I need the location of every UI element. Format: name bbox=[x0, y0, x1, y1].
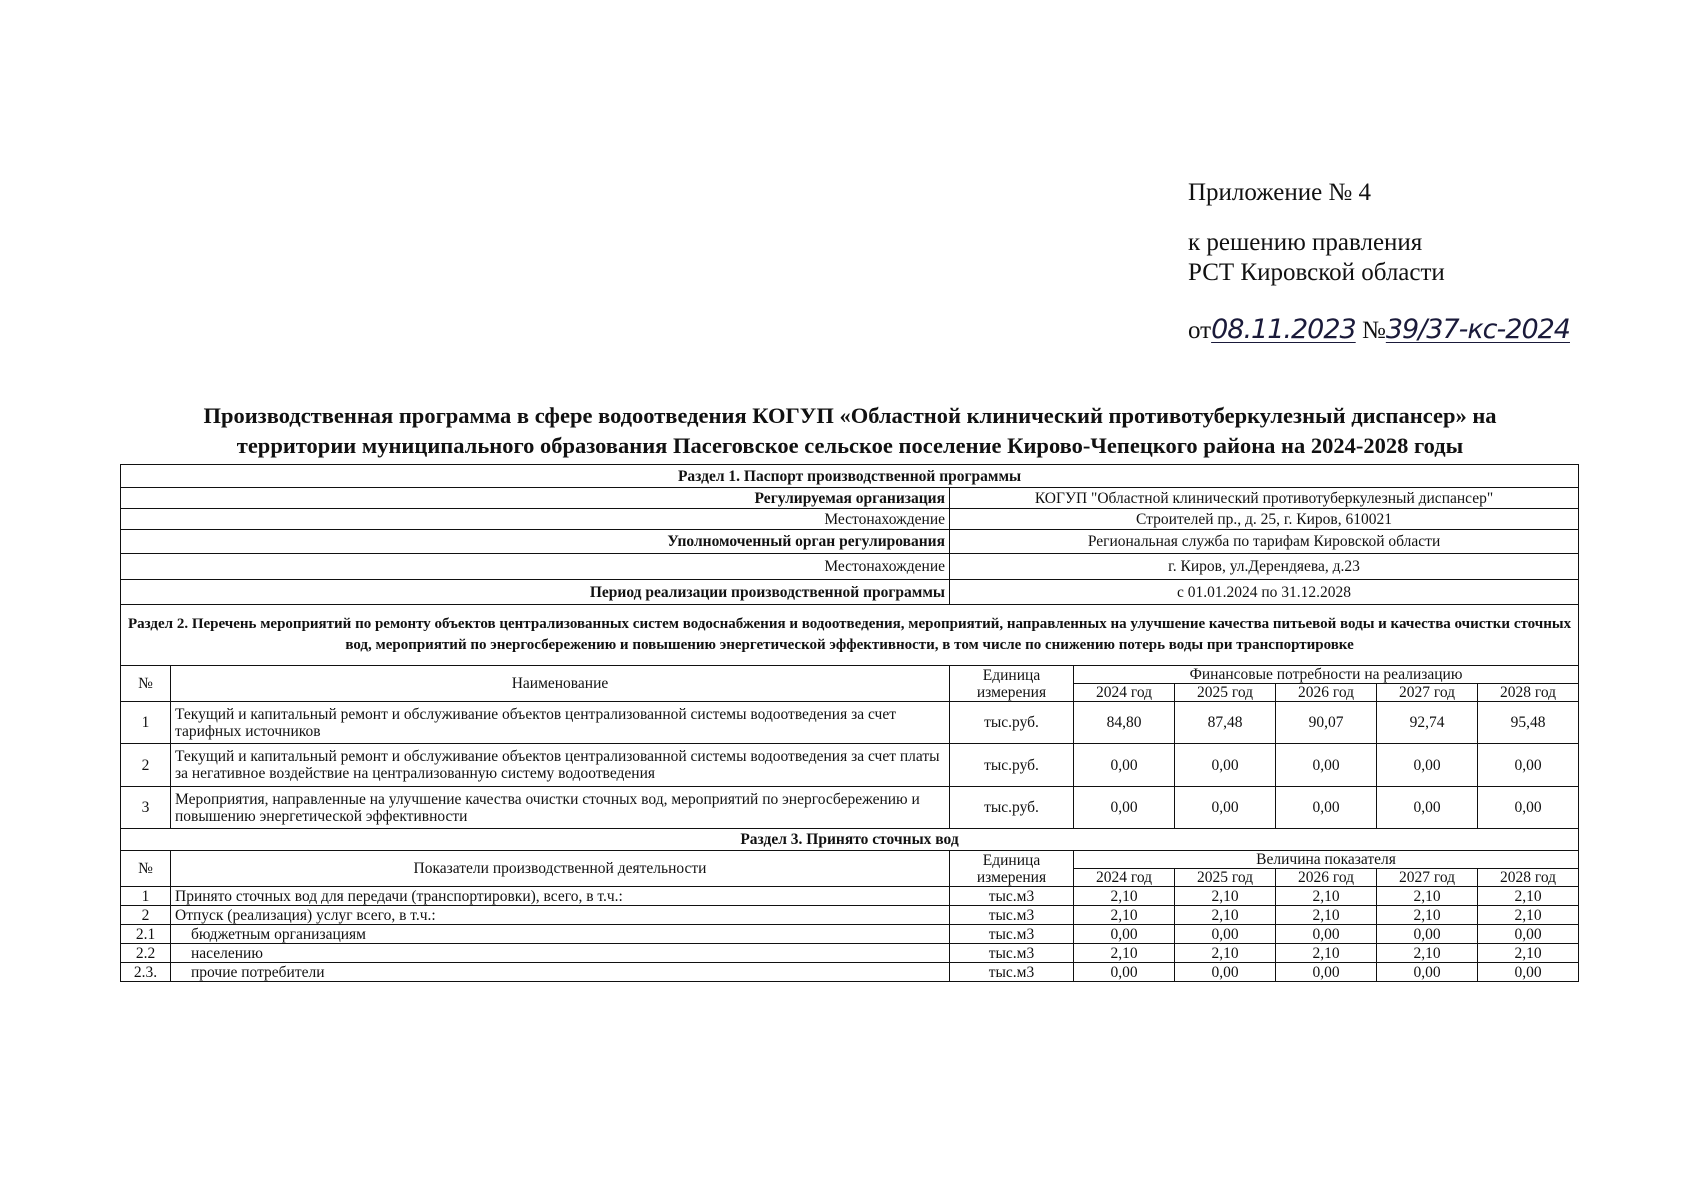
row-value: 0,00 bbox=[1074, 963, 1175, 982]
passport-row bbox=[121, 509, 1579, 530]
row-name: Отпуск (реализация) услуг всего, в т.ч.: bbox=[171, 906, 950, 925]
row-value: 0,00 bbox=[1377, 744, 1478, 787]
row-name: бюджетным организациям bbox=[171, 925, 950, 944]
row-value: 0,00 bbox=[1175, 925, 1276, 944]
section2-col-unit: Единица измерения bbox=[950, 666, 1074, 702]
year-header: 2028 год bbox=[1478, 869, 1579, 887]
appendix-title: Приложение № 4 bbox=[1188, 179, 1372, 206]
table-row bbox=[121, 925, 1579, 944]
row-name: населению bbox=[171, 944, 950, 963]
passport-label: Местонахождение bbox=[121, 554, 950, 580]
row-value: 0,00 bbox=[1276, 963, 1377, 982]
passport-value: Региональная служба по тарифам Кировской области bbox=[950, 530, 1579, 554]
section3-column-header-row bbox=[121, 851, 1579, 869]
row-num: 3 bbox=[121, 787, 171, 829]
row-num: 1 bbox=[121, 887, 171, 906]
passport-value: с 01.01.2024 по 31.12.2028 bbox=[950, 580, 1579, 605]
passport-value: КОГУП "Областной клинический противотуберкулезный диспансер" bbox=[950, 488, 1579, 509]
section2-header: Раздел 2. Перечень мероприятий по ремонту объектов централизованных систем водоснабжения и водоотведения, мероприятий, направленных на улучшение качества питьевой воды и качества очистки сточных вод, мероприятий по энергосбережению и повышению энергетической эффективности, в том числе по снижению потерь воды при транспортировке bbox=[121, 605, 1579, 666]
passport-label: Местонахождение bbox=[121, 509, 950, 530]
number-label: № bbox=[1361, 317, 1386, 344]
table-row bbox=[121, 906, 1579, 925]
row-name: Текущий и капитальный ремонт и обслуживание объектов централизованной системы водоотведения за счет тарифных источников bbox=[171, 702, 950, 744]
table-row bbox=[121, 887, 1579, 906]
year-header: 2028 год bbox=[1478, 684, 1579, 702]
row-unit: тыс.м3 bbox=[950, 963, 1074, 982]
year-header: 2024 год bbox=[1074, 869, 1175, 887]
row-value: 0,00 bbox=[1377, 925, 1478, 944]
row-value: 2,10 bbox=[1377, 944, 1478, 963]
row-num: 2 bbox=[121, 906, 171, 925]
section1-header: Раздел 1. Паспорт производственной программы bbox=[121, 465, 1579, 488]
row-value: 0,00 bbox=[1175, 744, 1276, 787]
year-header: 2026 год bbox=[1276, 869, 1377, 887]
section2-col-group: Финансовые потребности на реализацию bbox=[1074, 666, 1579, 684]
year-header: 2025 год bbox=[1175, 869, 1276, 887]
row-value: 2,10 bbox=[1074, 887, 1175, 906]
row-value: 0,00 bbox=[1276, 925, 1377, 944]
row-num: 2.3. bbox=[121, 963, 171, 982]
row-value: 0,00 bbox=[1377, 963, 1478, 982]
row-num: 2 bbox=[121, 744, 171, 787]
appendix-decision-line: к решению правления bbox=[1188, 229, 1423, 256]
row-unit: тыс.руб. bbox=[950, 744, 1074, 787]
row-value: 95,48 bbox=[1478, 702, 1579, 744]
row-unit: тыс.м3 bbox=[950, 887, 1074, 906]
passport-row bbox=[121, 530, 1579, 554]
year-header: 2025 год bbox=[1175, 684, 1276, 702]
row-value: 2,10 bbox=[1074, 944, 1175, 963]
row-value: 2,10 bbox=[1478, 944, 1579, 963]
table-row bbox=[121, 787, 1579, 829]
row-name: Принято сточных вод для передачи (транспортировки), всего, в т.ч.: bbox=[171, 887, 950, 906]
row-value: 92,74 bbox=[1377, 702, 1478, 744]
row-value: 0,00 bbox=[1175, 963, 1276, 982]
passport-row bbox=[121, 554, 1579, 580]
year-header: 2024 год bbox=[1074, 684, 1175, 702]
appendix-block bbox=[1188, 178, 1570, 346]
section1-header-row bbox=[121, 465, 1579, 488]
passport-row bbox=[121, 580, 1579, 605]
row-value: 0,00 bbox=[1074, 744, 1175, 787]
row-value: 0,00 bbox=[1074, 787, 1175, 829]
passport-value: г. Киров, ул.Дерендяева, д.23 bbox=[950, 554, 1579, 580]
table-row bbox=[121, 702, 1579, 744]
row-value: 2,10 bbox=[1377, 906, 1478, 925]
row-value: 0,00 bbox=[1478, 787, 1579, 829]
row-unit: тыс.руб. bbox=[950, 702, 1074, 744]
row-value: 0,00 bbox=[1478, 963, 1579, 982]
row-num: 2.2 bbox=[121, 944, 171, 963]
decision-number: 39/37-кс-2024 bbox=[1385, 314, 1570, 345]
title-line-2: территории муниципального образования Пасеговское сельское поселение Кирово-Чепецкого района на 2024-2028 годы bbox=[236, 433, 1464, 458]
appendix-authority-line: РСТ Кировской области bbox=[1188, 259, 1445, 286]
row-value: 2,10 bbox=[1074, 906, 1175, 925]
row-name: Мероприятия, направленные на улучшение качества очистки сточных вод, мероприятий по энергосбережению и повышению энергетической эффективности bbox=[171, 787, 950, 829]
row-name: Текущий и капитальный ремонт и обслуживание объектов централизованной системы водоотведения за счет платы за негативное воздействие на централизованную систему водоотведения bbox=[171, 744, 950, 787]
table-row bbox=[121, 944, 1579, 963]
passport-label: Уполномоченный орган регулирования bbox=[121, 530, 950, 554]
row-value: 87,48 bbox=[1175, 702, 1276, 744]
row-name: прочие потребители bbox=[171, 963, 950, 982]
row-value: 2,10 bbox=[1175, 887, 1276, 906]
passport-label: Регулируемая организация bbox=[121, 488, 950, 509]
year-header: 2026 год bbox=[1276, 684, 1377, 702]
row-value: 2,10 bbox=[1276, 944, 1377, 963]
row-value: 2,10 bbox=[1175, 906, 1276, 925]
row-value: 84,80 bbox=[1074, 702, 1175, 744]
section3-col-unit: Единица измерения bbox=[950, 851, 1074, 887]
row-value: 0,00 bbox=[1478, 925, 1579, 944]
row-unit: тыс.м3 bbox=[950, 925, 1074, 944]
passport-row bbox=[121, 488, 1579, 509]
section3-header-row bbox=[121, 829, 1579, 851]
row-unit: тыс.м3 bbox=[950, 906, 1074, 925]
row-value: 0,00 bbox=[1478, 744, 1579, 787]
row-unit: тыс.руб. bbox=[950, 787, 1074, 829]
decision-date: 08.11.2023 bbox=[1211, 314, 1356, 345]
row-value: 2,10 bbox=[1175, 944, 1276, 963]
row-unit: тыс.м3 bbox=[950, 944, 1074, 963]
year-header: 2027 год bbox=[1377, 869, 1478, 887]
passport-label: Период реализации производственной программы bbox=[121, 580, 950, 605]
row-value: 2,10 bbox=[1276, 906, 1377, 925]
row-value: 2,10 bbox=[1377, 887, 1478, 906]
row-value: 90,07 bbox=[1276, 702, 1377, 744]
row-value: 0,00 bbox=[1074, 925, 1175, 944]
row-value: 0,00 bbox=[1276, 744, 1377, 787]
title-line-1: Производственная программа в сфере водоотведения КОГУП «Областной клинический противотуберкулезный диспансер» на bbox=[203, 403, 1497, 428]
row-num: 1 bbox=[121, 702, 171, 744]
section2-col-name: Наименование bbox=[171, 666, 950, 702]
decision-reference bbox=[1188, 314, 1570, 346]
row-value: 2,10 bbox=[1478, 906, 1579, 925]
section3-col-name: Показатели производственной деятельности bbox=[171, 851, 950, 887]
document-title bbox=[100, 401, 1600, 461]
table-row bbox=[121, 963, 1579, 982]
row-value: 0,00 bbox=[1276, 787, 1377, 829]
row-value: 2,10 bbox=[1276, 887, 1377, 906]
section2-col-num: № bbox=[121, 666, 171, 702]
program-table-wrapper bbox=[120, 464, 1578, 982]
row-value: 0,00 bbox=[1377, 787, 1478, 829]
program-table bbox=[120, 464, 1579, 982]
section3-col-num: № bbox=[121, 851, 171, 887]
table-row bbox=[121, 744, 1579, 787]
row-num: 2.1 bbox=[121, 925, 171, 944]
section2-column-header-row bbox=[121, 666, 1579, 684]
section3-header: Раздел 3. Принято сточных вод bbox=[121, 829, 1579, 851]
from-label: от bbox=[1188, 317, 1212, 344]
row-value: 2,10 bbox=[1478, 887, 1579, 906]
year-header: 2027 год bbox=[1377, 684, 1478, 702]
row-value: 0,00 bbox=[1175, 787, 1276, 829]
passport-value: Строителей пр., д. 25, г. Киров, 610021 bbox=[950, 509, 1579, 530]
section2-header-row bbox=[121, 605, 1579, 666]
section3-col-group: Величина показателя bbox=[1074, 851, 1579, 869]
